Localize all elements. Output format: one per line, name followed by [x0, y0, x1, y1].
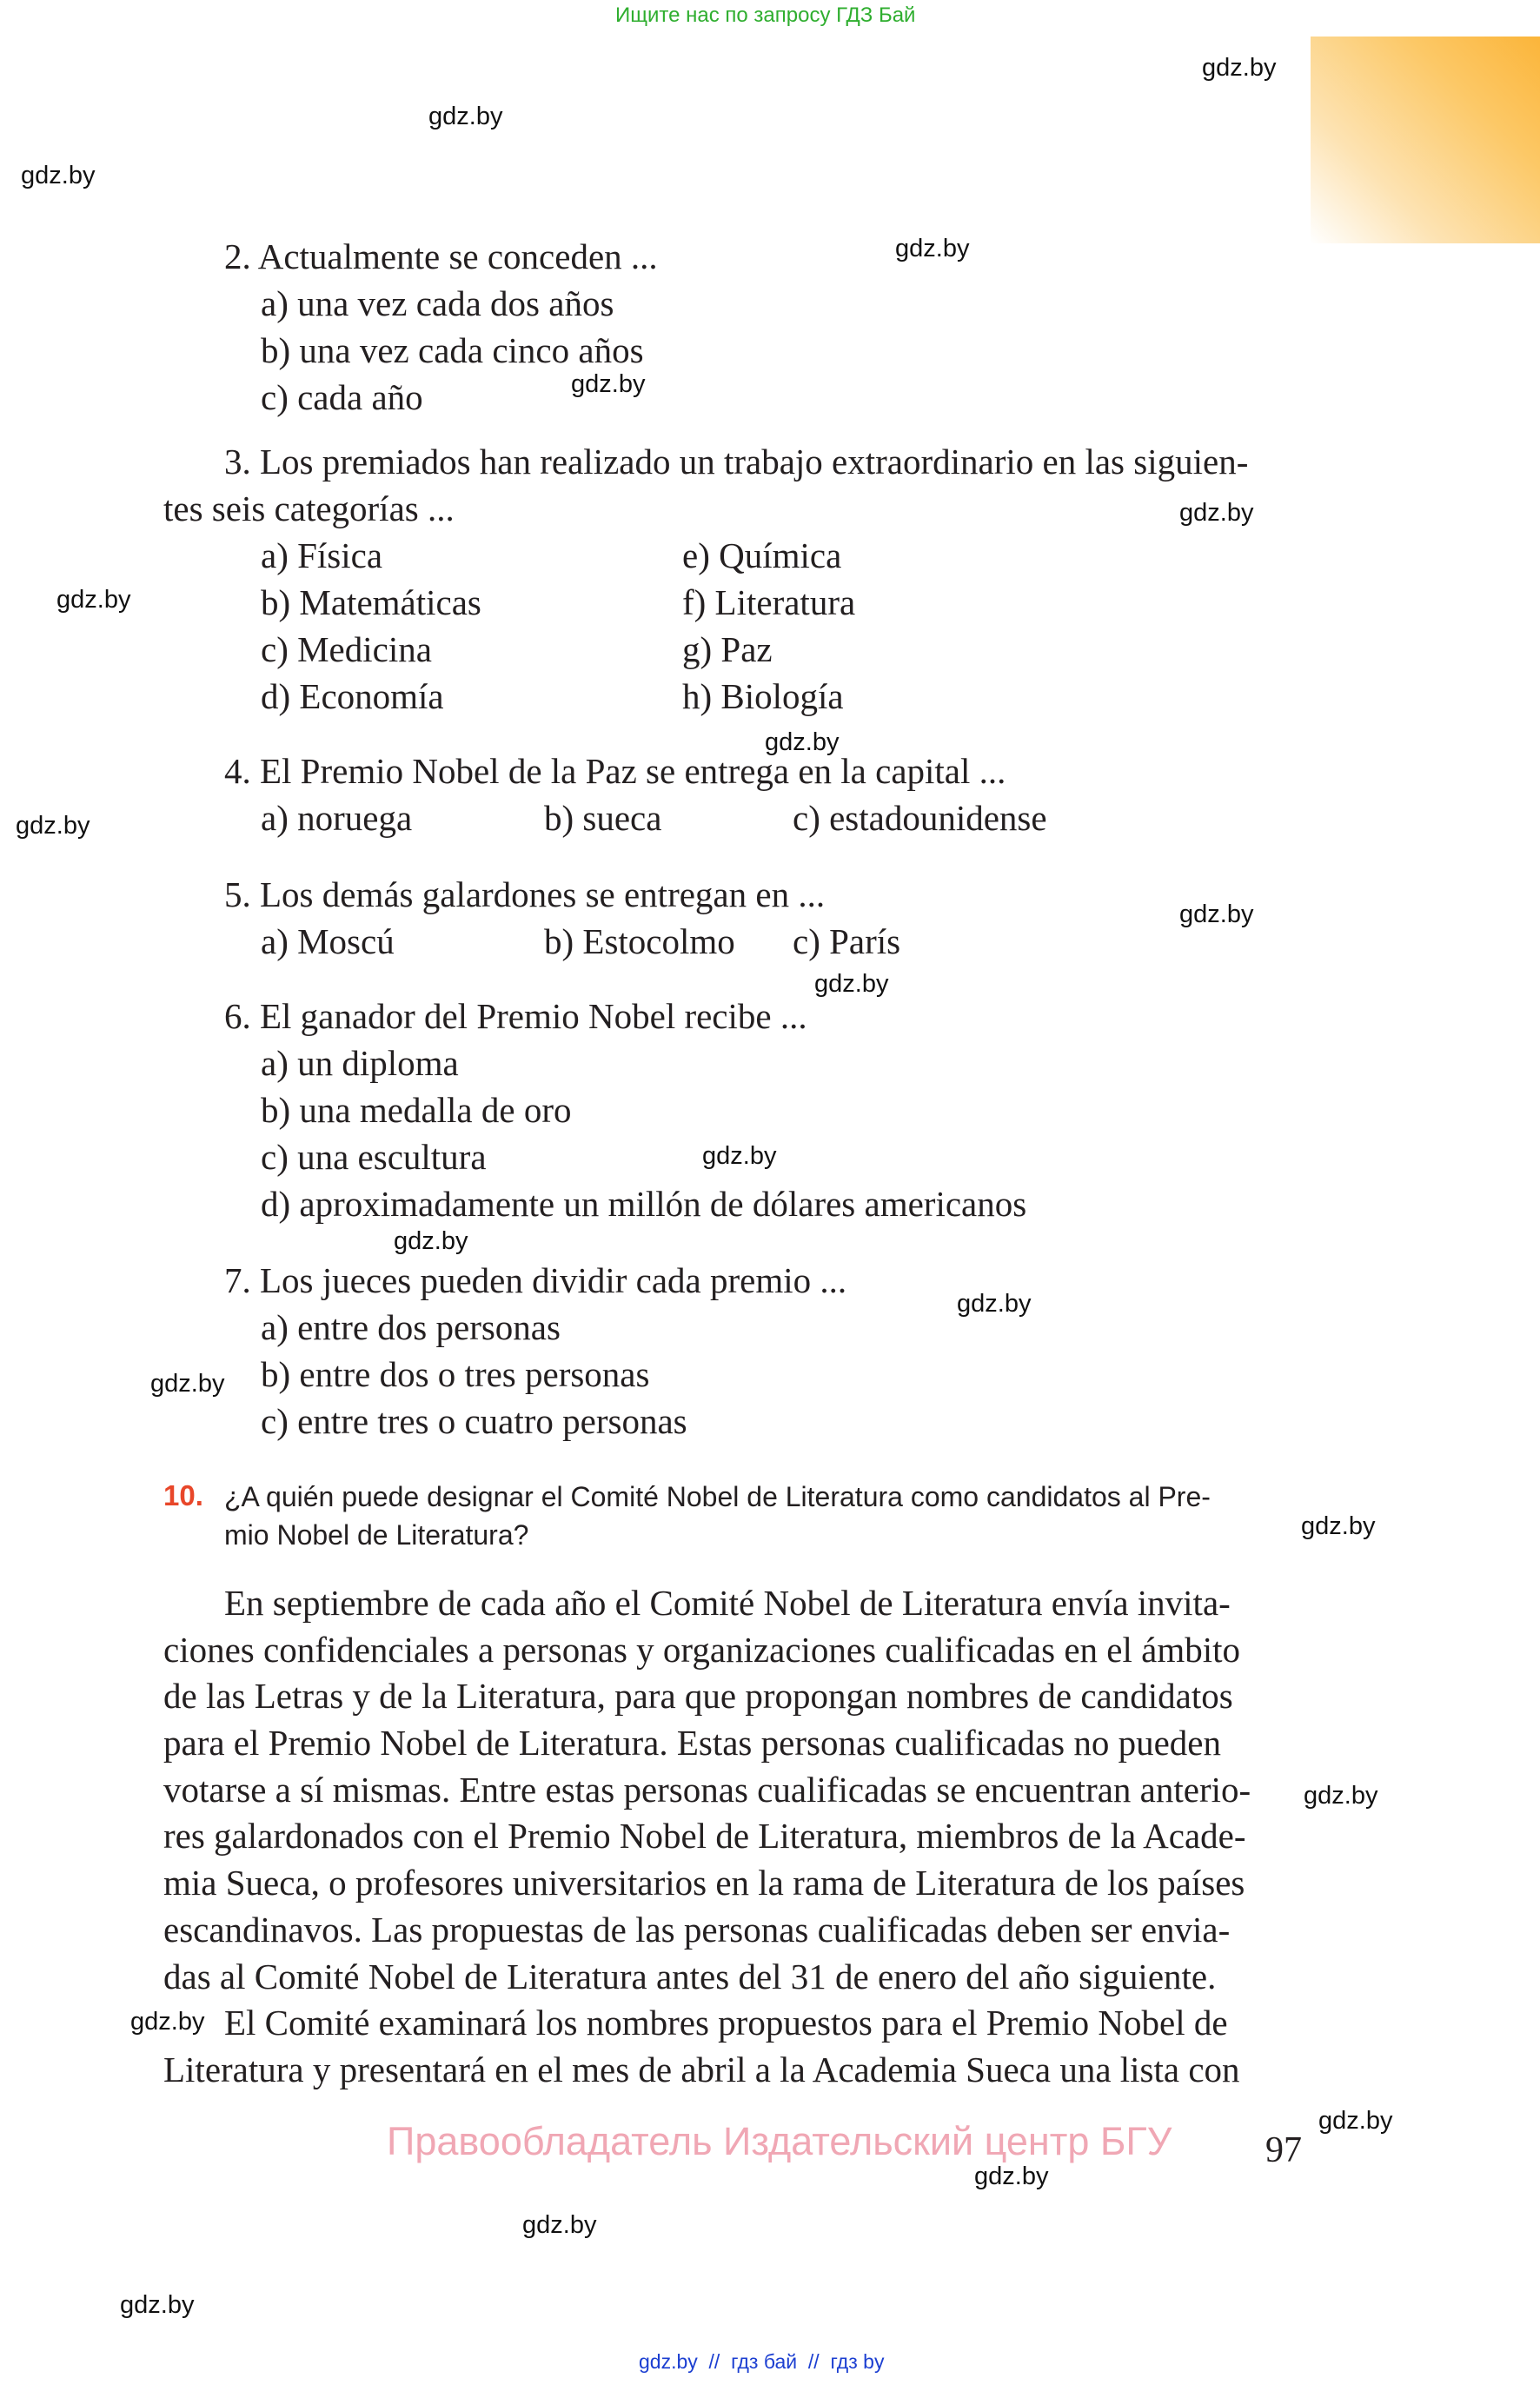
copyright-notice: Правообладатель Издательский центр БГУ — [387, 2119, 1172, 2163]
paragraph-line: escandinavos. Las propuestas de las personas cualificadas deben ser envia- — [163, 1909, 1231, 1950]
watermark-text: gdz.by — [1179, 900, 1254, 928]
question-3-option-b: b) Matemáticas — [261, 582, 481, 622]
question-3-option-c: c) Medicina — [261, 629, 432, 669]
question-3-option-g: g) Paz — [682, 629, 773, 669]
question-6-option-b: b) una medalla de oro — [261, 1090, 572, 1130]
question-3-stem-line1: 3. Los premiados han realizado un trabajo extraordinario en las siguien- — [224, 442, 1249, 482]
bottom-links[interactable]: gdz.by // гдз бай // гдз by — [639, 2350, 885, 2373]
question-2-option-c: c) cada año — [261, 377, 423, 417]
watermark-text: gdz.by — [974, 2162, 1049, 2190]
corner-decoration — [1311, 37, 1540, 243]
paragraph-line: para el Premio Nobel de Literatura. Estas personas cualificadas no pueden — [163, 1723, 1222, 1764]
question-6-option-d: d) aproximadamente un millón de dólares americanos — [261, 1184, 1027, 1224]
paragraph-line: Literatura y presentará en el mes de abril a la Academia Sueca una lista con — [163, 2049, 1240, 2089]
question-3-option-e: e) Química — [682, 535, 842, 575]
paragraph-line: de las Letras y de la Literatura, para que propongan nombres de candidatos — [163, 1676, 1233, 1717]
question-7-option-c: c) entre tres o cuatro personas — [261, 1401, 687, 1441]
paragraph-line: res galardonados con el Premio Nobel de Literatura, miembros de la Acade- — [163, 1816, 1246, 1857]
question-4-option-c: c) estadounidense — [793, 798, 1047, 838]
question-4-stem: 4. El Premio Nobel de la Paz se entrega en la capital ... — [224, 751, 1006, 791]
watermark-text: gdz.by — [765, 728, 840, 756]
watermark-text: gdz.by — [1304, 1782, 1378, 1810]
paragraph-line: votarse a sí mismas. Entre estas personas cualificadas se encuentran anterio- — [163, 1769, 1251, 1810]
watermark-text: gdz.by — [702, 1142, 777, 1170]
question-4-option-a: a) noruega — [261, 798, 413, 838]
question-3-option-d: d) Economía — [261, 676, 444, 716]
watermark-text: gdz.by — [56, 586, 131, 614]
watermark-text: gdz.by — [21, 162, 96, 189]
question-7-option-a: a) entre dos personas — [261, 1307, 561, 1347]
watermark-text: gdz.by — [1301, 1512, 1376, 1540]
question-7-option-b: b) entre dos o tres personas — [261, 1354, 650, 1394]
question-3-option-f: f) Literatura — [682, 582, 856, 622]
watermark-text: gdz.by — [150, 1370, 225, 1398]
question-4-option-b: b) sueca — [544, 798, 662, 838]
watermark-text: gdz.by — [428, 103, 503, 130]
paragraph-line: En septiembre de cada año el Comité Nobel de Literatura envía invita- — [224, 1583, 1231, 1623]
paragraph-line: El Comité examinará los nombres propuestos para el Premio Nobel de — [224, 2003, 1228, 2043]
watermark-text: gdz.by — [130, 2008, 205, 2036]
watermark-text: gdz.by — [571, 370, 646, 398]
question-2-option-b: b) una vez cada cinco años — [261, 330, 644, 370]
task-10-line2: mio Nobel de Literatura? — [224, 1519, 529, 1551]
watermark-text: gdz.by — [1202, 54, 1277, 82]
paragraph-line: ciones confidenciales a personas y organizaciones cualificadas en el ámbito — [163, 1629, 1240, 1670]
question-5-option-c: c) París — [793, 921, 901, 961]
question-6-option-c: c) una escultura — [261, 1137, 487, 1177]
question-3-option-a: a) Física — [261, 535, 383, 575]
watermark-text: gdz.by — [1179, 499, 1254, 527]
question-6-stem: 6. El ganador del Premio Nobel recibe ... — [224, 996, 807, 1036]
question-2-stem: 2. Actualmente se conceden ... — [224, 236, 658, 276]
top-banner[interactable]: Ищите нас по запросу ГДЗ Бай — [615, 3, 916, 27]
question-6-option-a: a) un diploma — [261, 1043, 459, 1083]
task-10-line1: ¿A quién puede designar el Comité Nobel de Literatura como candidatos al Pre- — [224, 1481, 1211, 1512]
page-number: 97 — [1265, 2130, 1302, 2170]
question-2-option-a: a) una vez cada dos años — [261, 283, 614, 323]
task-number: 10. — [163, 1479, 203, 1511]
watermark-text: gdz.by — [1318, 2107, 1393, 2135]
paragraph-line: das al Comité Nobel de Literatura antes del 31 de enero del año siguiente. — [163, 1956, 1217, 1996]
watermark-text: gdz.by — [394, 1227, 468, 1255]
watermark-text: gdz.by — [16, 812, 90, 840]
question-3-option-h: h) Biología — [682, 676, 844, 716]
paragraph-line: mia Sueca, o profesores universitarios en la rama de Literatura de los países — [163, 1863, 1245, 1903]
reading-paragraph — [163, 1580, 1309, 2094]
watermark-text: gdz.by — [814, 970, 889, 998]
question-5-option-a: a) Moscú — [261, 921, 395, 961]
watermark-text: gdz.by — [120, 2291, 195, 2319]
question-5-option-b: b) Estocolmo — [544, 921, 735, 961]
watermark-text: gdz.by — [522, 2211, 597, 2239]
question-3-stem-line2: tes seis categorías ... — [163, 488, 455, 528]
watermark-text: gdz.by — [895, 235, 970, 262]
question-7-stem: 7. Los jueces pueden dividir cada premio ... — [224, 1260, 847, 1300]
question-5-stem: 5. Los demás galardones se entregan en ... — [224, 874, 826, 914]
watermark-text: gdz.by — [957, 1290, 1032, 1318]
